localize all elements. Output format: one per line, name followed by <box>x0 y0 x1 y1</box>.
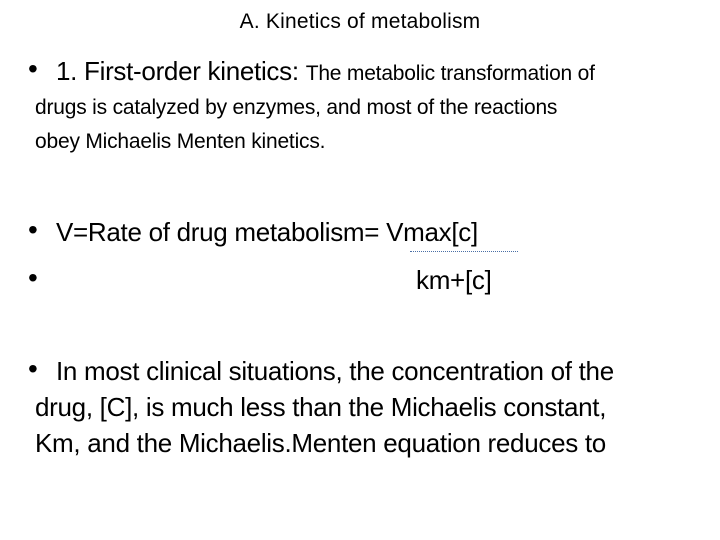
equation-numerator-line: V=Rate of drug metabolism= Vmax[c] <box>56 217 478 247</box>
fraction-bar <box>410 251 518 252</box>
equation-denominator: km+[c] <box>416 265 492 295</box>
bullet-first-order-line1 <box>56 55 595 90</box>
bullet-first-order <box>28 55 595 90</box>
clinical-line3: Km, and the Michaelis.Menten equation reduces to <box>35 428 606 458</box>
bullet-marker: • <box>28 214 38 245</box>
first-order-rest: The metabolic transformation of <box>305 62 595 85</box>
first-order-lead: 1. First-order kinetics: <box>56 56 299 86</box>
bullet-marker: • <box>28 53 38 84</box>
clinical-line2: drug, [C], is much less than the Michaelis constant, <box>35 392 607 422</box>
clinical-line1: In most clinical situations, the concentration of the <box>56 356 614 386</box>
bullet-marker: • <box>28 262 38 293</box>
first-order-line2: drugs is catalyzed by enzymes, and most of the reactions <box>35 96 558 119</box>
bullet-marker: • <box>28 353 38 384</box>
slide-title: A. Kinetics of metabolism <box>239 10 481 33</box>
first-order-line3: obey Michaelis Menten kinetics. <box>35 130 326 153</box>
bullet-clinical <box>28 355 614 387</box>
bullet-equation-denominator <box>28 264 50 292</box>
bullet-equation-numerator <box>28 216 478 248</box>
